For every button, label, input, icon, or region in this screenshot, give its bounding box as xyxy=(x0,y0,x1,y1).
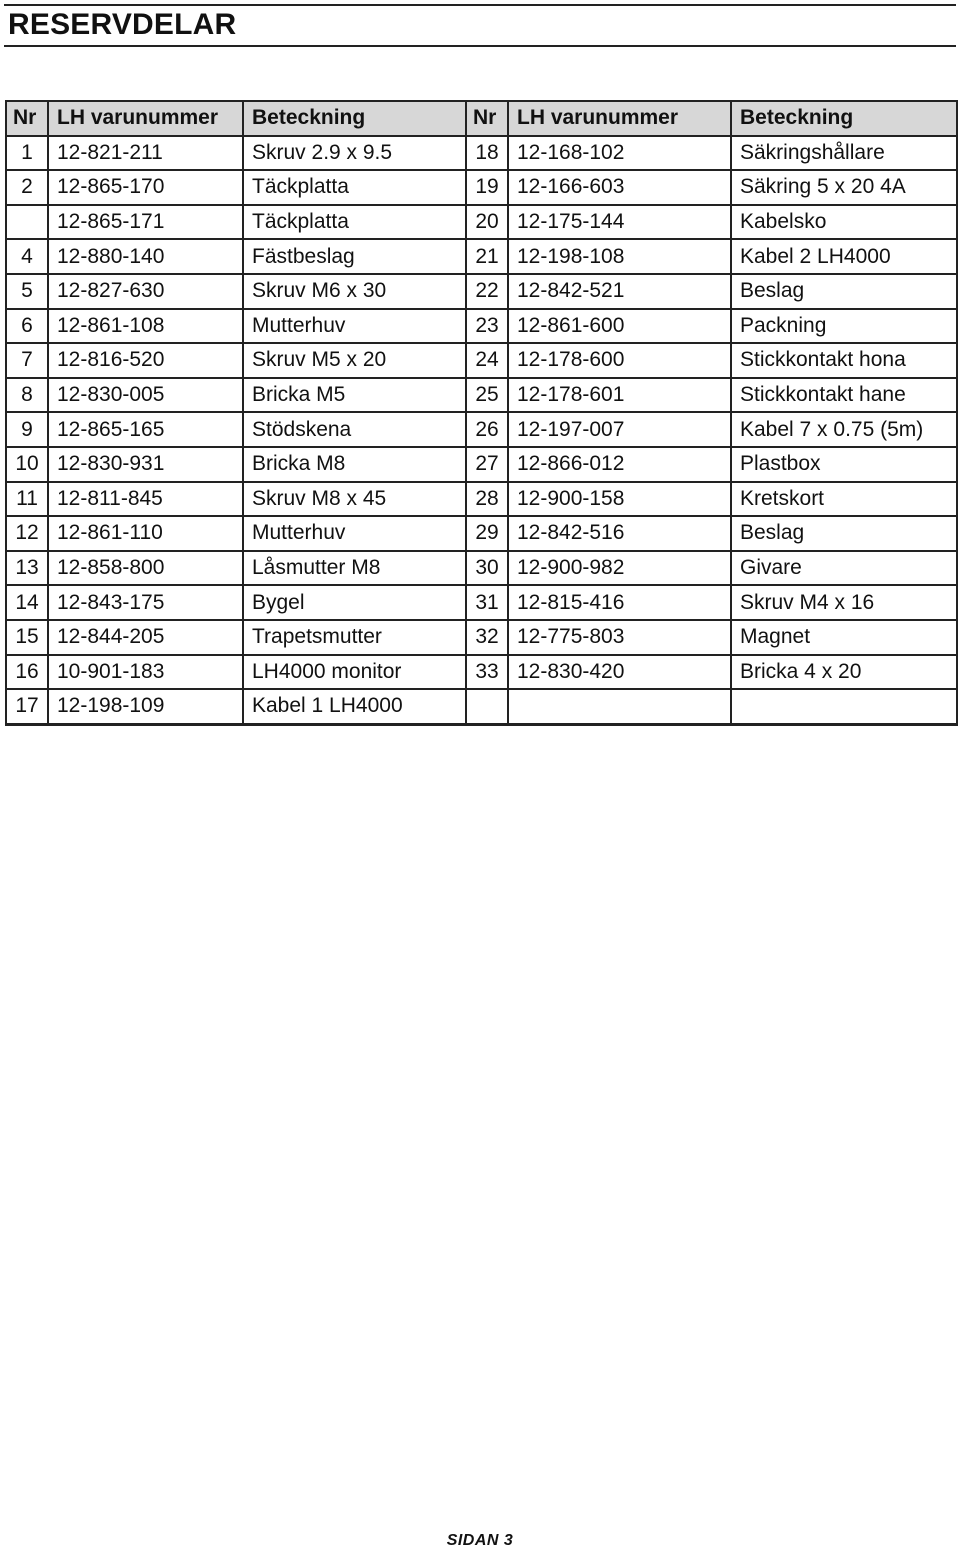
table-row xyxy=(6,482,957,517)
cell-part-number: 12-880-140 xyxy=(48,239,243,274)
cell-description: Låsmutter M8 xyxy=(243,551,466,586)
cell-part-number: 12-178-600 xyxy=(508,343,731,378)
cell-part-number: 12-865-165 xyxy=(48,412,243,447)
cell-description: Kabel 7 x 0.75 (5m) xyxy=(731,412,957,447)
page-footer: SIDAN 3 xyxy=(446,1532,514,1549)
cell-description: Mutterhuv xyxy=(243,516,466,551)
table-row xyxy=(6,551,957,586)
cell-part-number: 12-830-420 xyxy=(508,655,731,690)
table-row xyxy=(6,136,957,171)
cell-nr: 19 xyxy=(466,170,508,205)
cell-nr: 29 xyxy=(466,516,508,551)
cell-nr: 15 xyxy=(6,620,48,655)
cell-nr: 27 xyxy=(466,447,508,482)
cell-nr: 5 xyxy=(6,274,48,309)
header-nr: Nr xyxy=(466,101,508,136)
cell-description: Kabelsko xyxy=(731,205,957,240)
cell-description: Fästbeslag xyxy=(243,239,466,274)
cell-part-number: 12-815-416 xyxy=(508,585,731,620)
cell-nr: 2 xyxy=(6,170,48,205)
cell-nr: 12 xyxy=(6,516,48,551)
cell-nr: 9 xyxy=(6,412,48,447)
cell-description: Skruv M8 x 45 xyxy=(243,482,466,517)
cell-part-number: 12-821-211 xyxy=(48,136,243,171)
cell-part-number: 12-775-803 xyxy=(508,620,731,655)
cell-nr: 20 xyxy=(466,205,508,240)
cell-part-number: 12-816-520 xyxy=(48,343,243,378)
header-part-number: LH varunummer xyxy=(48,101,243,136)
header-description: Beteckning xyxy=(243,101,466,136)
cell-part-number: 12-168-102 xyxy=(508,136,731,171)
cell-part-number: 12-844-205 xyxy=(48,620,243,655)
table-row xyxy=(6,378,957,413)
cell-nr: 33 xyxy=(466,655,508,690)
header-description: Beteckning xyxy=(731,101,957,136)
cell-description: Bricka 4 x 20 xyxy=(731,655,957,690)
cell-nr: 17 xyxy=(6,689,48,724)
cell-nr: 26 xyxy=(466,412,508,447)
cell-description: Säkringshållare xyxy=(731,136,957,171)
cell-nr: 1 xyxy=(6,136,48,171)
cell-description: Stödskena xyxy=(243,412,466,447)
cell-description: Packning xyxy=(731,309,957,344)
table-row xyxy=(6,170,957,205)
cell-description: Säkring 5 x 20 4A xyxy=(731,170,957,205)
parts-table xyxy=(5,100,958,726)
header-nr: Nr xyxy=(6,101,48,136)
cell-nr xyxy=(6,205,48,240)
cell-nr: 10 xyxy=(6,447,48,482)
cell-part-number: 12-198-109 xyxy=(48,689,243,724)
cell-description: Beslag xyxy=(731,274,957,309)
cell-description: Kabel 1 LH4000 xyxy=(243,689,466,724)
table-row xyxy=(6,447,957,482)
parts-table-body xyxy=(6,136,957,725)
table-header-row xyxy=(6,101,957,136)
cell-part-number: 12-900-982 xyxy=(508,551,731,586)
cell-description: Kretskort xyxy=(731,482,957,517)
cell-nr: 16 xyxy=(6,655,48,690)
table-row xyxy=(6,620,957,655)
cell-nr: 7 xyxy=(6,343,48,378)
cell-description: Kabel 2 LH4000 xyxy=(731,239,957,274)
cell-nr: 24 xyxy=(466,343,508,378)
cell-nr: 28 xyxy=(466,482,508,517)
title-rule xyxy=(4,45,956,47)
cell-description: Bricka M8 xyxy=(243,447,466,482)
table-row xyxy=(6,309,957,344)
table-row xyxy=(6,655,957,690)
cell-part-number: 12-175-144 xyxy=(508,205,731,240)
cell-part-number: 12-861-110 xyxy=(48,516,243,551)
cell-part-number: 12-830-005 xyxy=(48,378,243,413)
cell-nr: 8 xyxy=(6,378,48,413)
cell-part-number: 12-865-171 xyxy=(48,205,243,240)
cell-nr: 31 xyxy=(466,585,508,620)
table-row xyxy=(6,689,957,724)
cell-part-number: 12-866-012 xyxy=(508,447,731,482)
cell-description: Täckplatta xyxy=(243,205,466,240)
cell-part-number: 12-861-108 xyxy=(48,309,243,344)
table-row xyxy=(6,239,957,274)
cell-part-number: 12-197-007 xyxy=(508,412,731,447)
cell-nr: 32 xyxy=(466,620,508,655)
header-part-number: LH varunummer xyxy=(508,101,731,136)
cell-part-number: 12-842-521 xyxy=(508,274,731,309)
cell-description: Trapetsmutter xyxy=(243,620,466,655)
cell-nr: 11 xyxy=(6,482,48,517)
cell-description: Givare xyxy=(731,551,957,586)
cell-part-number xyxy=(508,689,731,724)
cell-nr: 30 xyxy=(466,551,508,586)
page-title: RESERVDELAR xyxy=(8,8,237,41)
cell-description: Magnet xyxy=(731,620,957,655)
cell-description: Skruv M5 x 20 xyxy=(243,343,466,378)
table-row xyxy=(6,343,957,378)
top-rule xyxy=(4,4,956,6)
table-row xyxy=(6,412,957,447)
cell-part-number: 12-861-600 xyxy=(508,309,731,344)
cell-description: Plastbox xyxy=(731,447,957,482)
cell-description: Skruv M6 x 30 xyxy=(243,274,466,309)
cell-part-number: 12-865-170 xyxy=(48,170,243,205)
cell-part-number: 12-843-175 xyxy=(48,585,243,620)
cell-nr: 14 xyxy=(6,585,48,620)
cell-description: Stickkontakt hane xyxy=(731,378,957,413)
cell-description: Bricka M5 xyxy=(243,378,466,413)
cell-part-number: 12-827-630 xyxy=(48,274,243,309)
cell-nr: 25 xyxy=(466,378,508,413)
cell-part-number: 12-830-931 xyxy=(48,447,243,482)
cell-nr: 23 xyxy=(466,309,508,344)
cell-description: Täckplatta xyxy=(243,170,466,205)
cell-description: Bygel xyxy=(243,585,466,620)
cell-part-number: 12-198-108 xyxy=(508,239,731,274)
cell-nr: 4 xyxy=(6,239,48,274)
cell-description: LH4000 monitor xyxy=(243,655,466,690)
cell-part-number: 12-858-800 xyxy=(48,551,243,586)
table-row xyxy=(6,585,957,620)
cell-description: Skruv M4 x 16 xyxy=(731,585,957,620)
table-row xyxy=(6,274,957,309)
cell-description: Skruv 2.9 x 9.5 xyxy=(243,136,466,171)
cell-description: Stickkontakt hona xyxy=(731,343,957,378)
table-row xyxy=(6,205,957,240)
cell-description xyxy=(731,689,957,724)
cell-nr: 21 xyxy=(466,239,508,274)
cell-part-number: 12-811-845 xyxy=(48,482,243,517)
cell-part-number: 10-901-183 xyxy=(48,655,243,690)
cell-part-number: 12-178-601 xyxy=(508,378,731,413)
cell-nr: 18 xyxy=(466,136,508,171)
cell-nr xyxy=(466,689,508,724)
table-row xyxy=(6,516,957,551)
cell-nr: 13 xyxy=(6,551,48,586)
cell-description: Beslag xyxy=(731,516,957,551)
cell-nr: 22 xyxy=(466,274,508,309)
cell-nr: 6 xyxy=(6,309,48,344)
cell-description: Mutterhuv xyxy=(243,309,466,344)
cell-part-number: 12-842-516 xyxy=(508,516,731,551)
cell-part-number: 12-166-603 xyxy=(508,170,731,205)
cell-part-number: 12-900-158 xyxy=(508,482,731,517)
